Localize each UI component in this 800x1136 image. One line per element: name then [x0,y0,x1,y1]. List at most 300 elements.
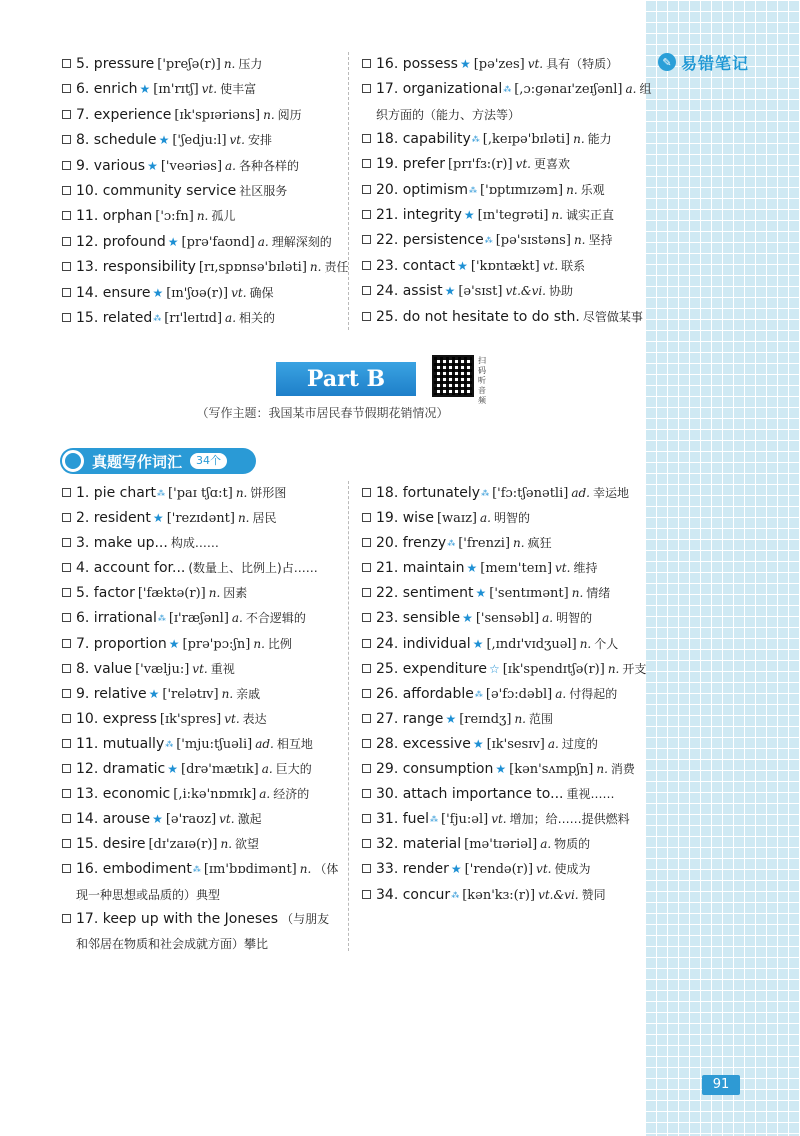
phonetic: [ə'sɪst] [458,284,503,300]
vocab-word: 22. sentiment [376,585,474,602]
checkbox[interactable] [362,312,371,321]
definition: 亲戚 [236,686,261,701]
checkbox[interactable] [362,235,371,244]
phonetic: ['fɔ:tʃənətli] [492,486,569,501]
part-of-speech: a. [555,686,567,701]
definition: 个人 [594,636,619,651]
vocab-word: 26. affordable [376,685,474,702]
star-icon: ★ [148,686,160,701]
vocab-item [62,154,342,179]
vocab-word: 21. integrity [376,207,462,224]
phonetic: [pə'sɪstəns] [495,233,571,249]
definition: 使成为 [554,862,591,877]
frequency-mark-icon: ⁂ [471,134,480,144]
star-icon: ★ [459,57,471,71]
vocab-word: 15. desire [76,836,146,853]
checkbox[interactable] [362,864,371,873]
frequency-mark-icon: ⁂ [157,489,166,498]
vocab-word: 2. resident [76,510,151,527]
checkbox[interactable] [362,159,371,168]
vocab-item [362,832,642,857]
definition: 责任 [324,260,349,275]
definition: 社区服务 [239,184,288,199]
checkbox[interactable] [62,839,71,848]
vocab-item [62,682,344,707]
checkbox[interactable] [362,185,371,194]
phonetic: [kən'sʌmpʃn] [509,762,594,778]
brand [658,50,749,74]
checkbox[interactable] [362,488,371,497]
part-of-speech: n. [220,837,233,852]
checkbox[interactable] [362,664,371,673]
definition-continued: 和邻居在物质和社会成就方面）攀比 [76,936,269,951]
vocab-item [62,556,344,581]
checkbox[interactable] [62,563,71,572]
vocab-item [62,531,344,556]
definition: 协助 [549,284,574,299]
frequency-mark-icon: ⁂ [484,236,493,246]
phonetic: [ɪ'ræʃənl] [168,611,229,627]
definition: （与朋友 [281,911,330,926]
vocab-item [62,128,342,153]
vocab-word: 34. concur [376,886,451,903]
definition: 疯狂 [527,536,552,551]
checkbox[interactable] [362,538,371,547]
vocab-item [62,657,344,682]
star-icon: ★ [450,862,462,877]
definition: 相互地 [276,736,313,751]
phonetic: ['sensəbl] [475,611,540,627]
vocab-item [62,506,344,531]
vocab-word: 30. attach importance to... [376,786,564,803]
star-icon: ★ [472,636,484,651]
phonetic: [prɪ'fɜ:(r)] [447,157,513,173]
checkbox[interactable] [62,288,71,297]
part-of-speech: n. [566,182,578,197]
definition: 各种各样的 [238,158,299,173]
vocab-item [362,883,642,908]
checkbox[interactable] [362,739,371,748]
checkbox[interactable] [62,513,71,522]
definition: 比例 [267,636,292,651]
checkbox[interactable] [62,864,71,873]
definition: 付得起的 [569,686,618,701]
vocab-word: 18. fortunately [376,485,481,501]
vocab-item [362,857,642,882]
qr-label: 扫码听音频 [478,356,486,405]
vocab-item [62,281,342,306]
checkbox[interactable] [62,689,71,698]
brand-text: 易错笔记 [681,53,750,73]
part-of-speech: vt.&vi. [505,284,546,299]
star-icon: ★ [167,762,178,777]
star-icon: ★ [168,636,180,651]
vocab-item [362,52,642,77]
part-b-right-column [362,481,647,908]
phonetic: [ɪk'spres] [159,711,222,727]
vocab-item [362,506,642,531]
checkbox[interactable] [362,588,371,597]
vocab-word: 25. expenditure [376,660,487,677]
part-of-speech: vt. [542,258,559,273]
star-icon: ☆ [488,661,500,676]
checkbox[interactable] [362,59,371,68]
checkbox[interactable] [362,764,371,773]
part-of-speech: n. [579,636,592,651]
definition: 坚持 [588,233,613,248]
definition: 范围 [529,711,554,726]
vocab-item [62,179,342,204]
vocab-word: 23. contact [376,257,456,274]
phonetic: ['sentɪmənt] [489,586,569,602]
part-of-speech: n. [299,862,312,877]
phonetic: [prə'faʊnd] [181,234,255,250]
vocab-word: 11. orphan [76,208,153,225]
vocab-word: 1. pie chart [76,485,157,501]
definition: 相关的 [239,311,276,326]
vocab-word: 24. individual [376,635,471,652]
grid-sidebar [645,0,800,1136]
vocab-tag [60,448,256,474]
part-of-speech: vt. [219,812,235,827]
phonetic: ['ʃedju:l] [172,133,227,149]
checkbox[interactable] [362,890,371,899]
part-of-speech: n. [263,107,275,122]
checkbox[interactable] [62,639,71,648]
vocab-word: 18. capability [376,130,471,147]
checkbox[interactable] [62,110,71,119]
checkbox[interactable] [62,613,71,622]
part-of-speech: n. [309,260,322,275]
phonetic: [,keɪpə'bɪləti] [482,131,571,147]
vocab-word: 13. economic [76,786,171,803]
phonetic: ['ɔ:fn] [155,209,194,225]
phonetic: [mə'tɪəriəl] [464,837,538,853]
vocab-label: 真题写作词汇 [92,452,183,471]
vocab-word: 9. various [76,157,146,174]
star-icon: ★ [152,812,163,827]
part-of-speech: n. [573,233,586,248]
definition: 联系 [561,258,586,273]
definition: 压力 [238,57,263,71]
checkbox[interactable] [62,161,71,170]
definition: 饼形图 [250,486,287,500]
part-of-speech: ad. [255,736,274,751]
part-of-speech: vt. [192,661,208,676]
checkbox[interactable] [62,739,71,748]
vocab-item [62,857,344,906]
frequency-mark-icon: ⁂ [153,314,162,324]
phonetic: [prə'pɔ:ʃn] [182,636,251,652]
pencil-icon: ✎ [658,53,676,71]
phonetic: ['mju:tʃuəli] [176,736,253,752]
definition-continued: 现一种思想或品质的）典型 [76,887,221,902]
vocab-word: 16. possess [376,56,458,72]
vocab-word: 16. embodiment [76,861,192,878]
vocab-item [362,732,642,757]
checkbox[interactable] [362,563,371,572]
part-of-speech: a. [225,158,236,173]
vocab-word: 10. community service [76,183,237,200]
qr-code[interactable] [432,355,474,397]
vocab-word: 6. irrational [76,610,157,627]
checkbox[interactable] [362,84,371,93]
vocab-word: 23. sensible [376,610,461,627]
star-icon: ★ [457,258,468,273]
definition: 明智的 [493,511,530,526]
definition-continued: 织方面的（能力、方法等） [376,107,521,122]
definition: 情绪 [586,586,611,601]
vocab-word: 20. optimism [376,181,469,198]
part-of-speech: a. [259,787,271,802]
star-icon: ★ [444,284,456,299]
vocab-item [362,707,642,732]
vocab-word: 17. organizational [376,81,503,98]
checkbox[interactable] [62,814,71,823]
checkbox[interactable] [62,538,71,547]
definition: （体 [314,862,339,877]
vocab-item [62,732,344,757]
checkbox[interactable] [62,488,71,497]
phonetic: ['kɒntækt] [470,258,540,274]
vocab-item [62,807,344,832]
part-of-speech: n. [573,131,585,146]
checkbox[interactable] [362,714,371,723]
vocab-item [362,682,642,707]
checkbox[interactable] [62,664,71,673]
checkbox[interactable] [362,210,371,219]
frequency-mark-icon: ⁂ [192,865,201,875]
phonetic: ['vælju:] [135,661,190,677]
vocab-item [362,657,647,682]
phonetic: [rɪ'leɪtɪd] [164,311,223,327]
checkbox[interactable] [362,286,371,295]
definition: 尽管做某事 [582,309,643,324]
phonetic: [kən'kɜ:(r)] [462,887,536,903]
vocab-item [62,782,344,807]
vocab-item [362,203,642,228]
definition: 增加；给……提供燃料 [509,812,630,827]
checkbox[interactable] [362,513,371,522]
vocab-word: 32. material [376,836,462,853]
definition: 物质的 [554,837,591,852]
checkbox[interactable] [362,261,371,270]
checkbox[interactable] [362,814,371,823]
phonetic: ['rezɪdənt] [166,511,235,527]
part-of-speech: vt. [229,133,245,148]
phonetic: [,i:kə'nɒmɪk] [173,787,257,803]
vocab-item [62,832,344,857]
checkbox[interactable] [62,914,71,923]
checkbox[interactable] [362,613,371,622]
definition: 消费 [610,762,635,777]
frequency-mark-icon: ⁂ [430,815,439,825]
phonetic: [pə'zes] [473,57,525,72]
vocab-item [62,204,342,229]
vocab-word: 5. pressure [76,56,155,72]
part-of-speech: n. [221,686,234,701]
part-of-speech: a. [231,611,243,626]
checkbox[interactable] [62,313,71,322]
vocab-item [62,757,344,782]
vocab-item [62,606,344,631]
definition: 能力 [587,131,612,146]
vocab-word: 15. related [76,310,153,327]
checkbox[interactable] [62,186,71,195]
definition: 表达 [242,711,267,726]
vocab-word: 21. maintain [376,560,465,577]
frequency-mark-icon: ⁂ [165,739,174,749]
definition: 组 [639,82,652,97]
definition: 明智的 [556,611,593,626]
vocab-word: 28. excessive [376,735,471,752]
part-of-speech: a. [625,82,637,97]
vocab-item [62,306,342,331]
star-icon: ★ [445,711,457,726]
part-b-title: Part B [276,362,416,396]
definition: 使丰富 [220,82,257,97]
definition: 具有（特质） [546,57,619,71]
phonetic: [waɪz] [436,511,477,527]
part-of-speech: n. [551,208,563,223]
checkbox[interactable] [62,84,71,93]
frequency-mark-icon: ⁂ [451,890,460,900]
vocab-word: 8. value [76,660,133,677]
phonetic: [,ɪndɪ'vɪdʒuəl] [486,636,577,652]
definition: 因素 [223,586,248,601]
vocab-item [62,907,344,956]
star-icon: ★ [158,133,170,148]
part-of-speech: vt. [491,812,507,827]
phonetic: [ɪn'rɪtʃ] [153,82,199,98]
vocab-word: 10. express [76,710,157,727]
definition: 安排 [247,133,272,148]
vocab-word: 12. profound [76,233,166,250]
checkbox[interactable] [62,588,71,597]
part-a-left-column [62,52,349,331]
vocab-item [62,103,342,128]
part-of-speech: a. [480,511,491,526]
star-icon: ★ [466,561,478,576]
phonetic: ['fju:əl] [441,812,489,828]
vocab-item [62,52,342,77]
phonetic: ['rendə(r)] [464,862,534,878]
phonetic: ['relətɪv] [162,686,219,702]
vocab-item [362,305,642,330]
checkbox[interactable] [62,211,71,220]
star-icon: ★ [475,586,487,601]
part-of-speech: ad. [571,486,590,500]
star-icon: ★ [147,158,158,173]
checkbox[interactable] [62,135,71,144]
column-divider [348,481,349,951]
phonetic: [ə'raʊz] [165,812,217,828]
definition: 维持 [573,561,598,576]
phonetic: [meɪn'teɪn] [480,561,553,577]
column-divider [348,52,349,330]
checkbox[interactable] [362,639,371,648]
definition: (数量上、比例上)占…… [188,561,318,576]
vocab-item [62,632,344,657]
vocab-item [62,255,349,280]
part-of-speech: n. [237,511,250,526]
vocab-word: 11. mutually [76,735,165,752]
checkbox[interactable] [62,237,71,246]
definition: 巨大的 [275,762,312,777]
frequency-mark-icon: ⁂ [157,614,166,624]
definition: 幸运地 [592,486,629,500]
checkbox[interactable] [62,59,71,68]
phonetic: [ɪn'tegrəti] [477,208,549,224]
checkbox[interactable] [62,789,71,798]
phonetic: [drə'mætɪk] [181,762,259,778]
vocab-item [62,77,342,102]
checkbox[interactable] [362,689,371,698]
definition: 阅历 [277,107,302,122]
checkbox[interactable] [362,839,371,848]
part-of-speech: n. [607,661,620,676]
writing-topic: （写作主题：我国某市居民春节假期花销情况） [196,406,449,420]
phonetic: ['fæktə(r)] [137,586,206,602]
frequency-mark-icon: ⁂ [481,489,490,498]
vocab-item [362,757,642,782]
part-of-speech: n. [571,586,584,601]
part-of-speech: vt. [536,862,552,877]
definition: 孤儿 [211,209,236,224]
phonetic: [dɪ'zaɪə(r)] [148,837,218,853]
checkbox[interactable] [62,262,71,271]
vocab-item [362,152,642,177]
part-of-speech: a. [261,762,273,777]
vocab-word: 25. do not hesitate to do sth. [376,308,580,325]
part-of-speech: n. [253,636,265,651]
part-of-speech: vt. [224,711,240,726]
part-of-speech: vt. [527,57,544,71]
vocab-word: 14. ensure [76,284,151,301]
definition: 欲望 [235,837,260,852]
phonetic: [ɪk'spɪəriəns] [174,107,261,123]
phonetic: [ɪn'ʃʊə(r)] [166,285,229,301]
vocab-item [362,127,642,152]
phonetic: [ɪm'bɒdimənt] [203,862,297,878]
checkbox[interactable] [362,134,371,143]
definition: 重视 [210,661,235,676]
vocab-word: 24. assist [376,283,443,300]
vocab-word: 31. fuel [376,811,430,828]
definition: 赞同 [581,887,606,902]
phonetic: ['frenzi] [458,536,511,552]
vocab-item [362,77,652,126]
checkbox[interactable] [62,714,71,723]
frequency-mark-icon: ⁂ [503,85,512,95]
part-of-speech: n. [223,57,236,71]
phonetic: ['preʃə(r)] [157,57,221,72]
vocab-word: 17. keep up with the Joneses [76,910,279,927]
part-of-speech: n. [513,536,525,551]
vocab-word: 6. enrich [76,81,138,98]
checkbox[interactable] [62,764,71,773]
definition: 重视…… [566,787,615,802]
vocab-word: 4. account for... [76,560,186,577]
definition: 经济的 [273,787,310,802]
vocab-item [362,606,642,631]
part-of-speech: n. [596,762,608,777]
part-of-speech: n. [514,711,526,726]
page-number: 91 [702,1075,740,1095]
vocab-item [362,581,642,606]
vocab-word: 3. make up... [76,535,168,552]
checkbox[interactable] [362,789,371,798]
